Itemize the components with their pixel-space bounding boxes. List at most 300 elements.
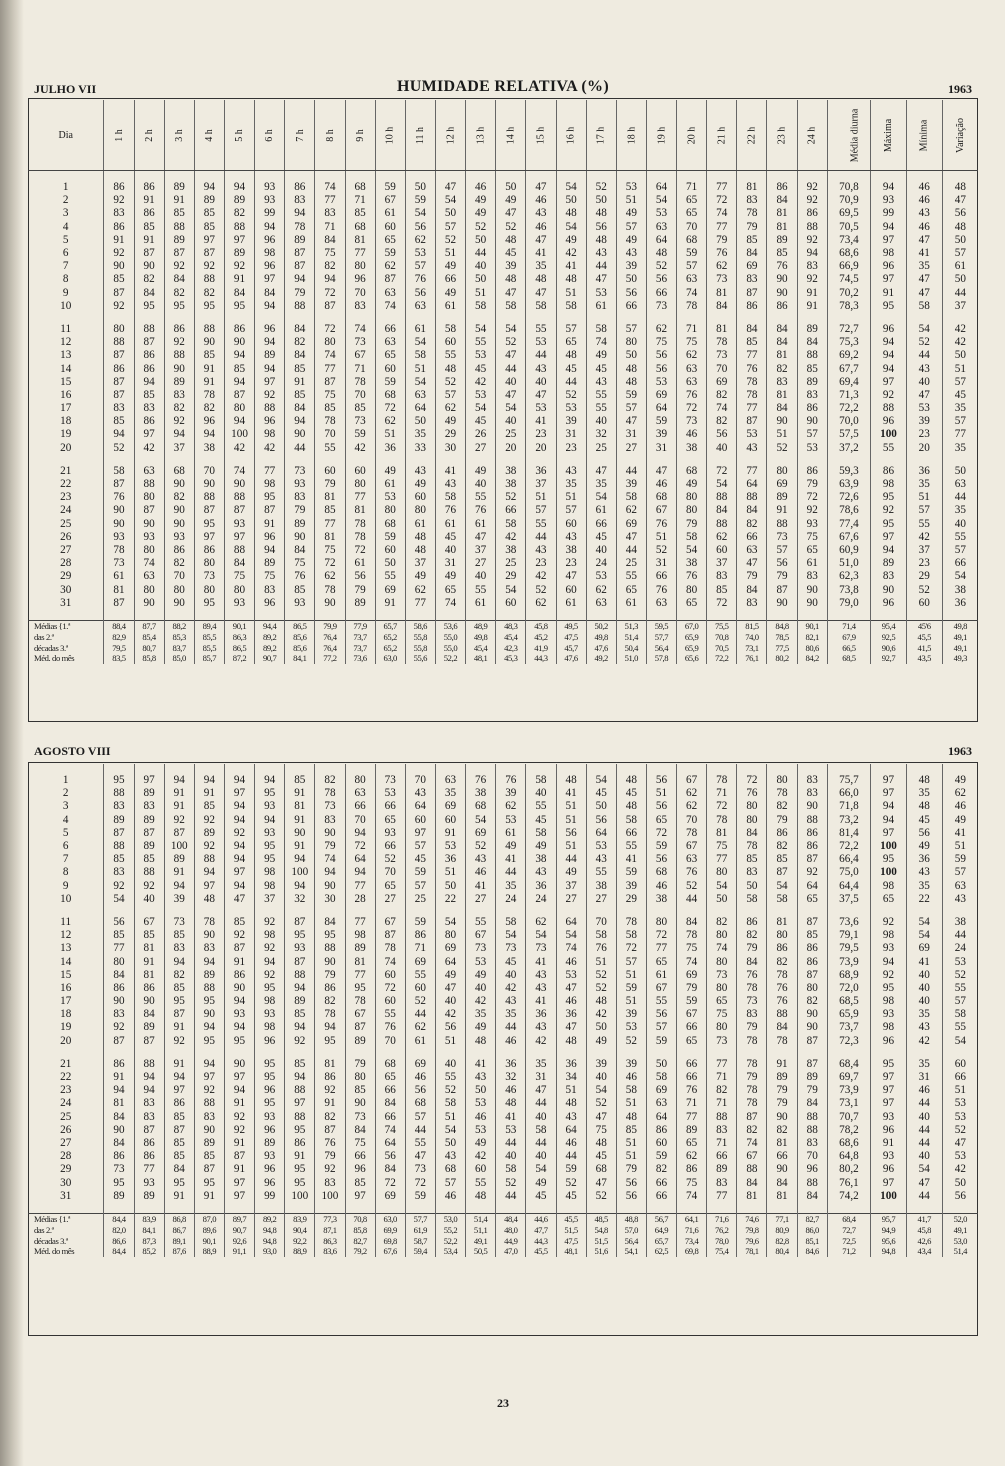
value-cell: 48: [586, 1137, 616, 1150]
value-cell: 77: [134, 1163, 164, 1176]
value-cell: 93: [255, 181, 285, 194]
value-cell: 67: [677, 774, 707, 787]
summary-value: 79,9: [315, 620, 345, 631]
value-cell: 94: [285, 853, 315, 866]
value-cell: 53: [586, 570, 616, 583]
value-cell: 66: [767, 1150, 797, 1163]
value-cell: 64: [375, 1137, 405, 1150]
value-cell: 54: [496, 402, 526, 415]
value-cell: 59: [405, 916, 435, 929]
value-cell: 72: [315, 557, 345, 570]
value-cell: 90: [164, 504, 194, 517]
value-cell: 57: [435, 221, 465, 234]
value-cell: 53: [466, 1124, 496, 1137]
value-cell: 87: [224, 504, 254, 517]
value-cell: 93: [871, 1008, 907, 1021]
value-cell: 65: [677, 597, 707, 610]
value-cell: 35: [942, 442, 978, 455]
value-cell: 89: [224, 194, 254, 207]
day-cell: 24: [60, 504, 72, 517]
value-cell: 63: [677, 273, 707, 286]
value-cell: 56: [616, 1190, 646, 1203]
value-cell: 78: [315, 1008, 345, 1021]
value-cell: 84: [797, 336, 827, 349]
value-cell: 47: [435, 982, 465, 995]
value-cell: 98: [345, 929, 375, 942]
value-cell: 62: [496, 800, 526, 813]
august-header-line: [28, 740, 978, 762]
value-cell: 68: [646, 491, 676, 504]
summary-value: 44,6: [526, 1213, 556, 1224]
value-cell: 70: [345, 814, 375, 827]
summary-value: 62,5: [646, 1246, 676, 1257]
value-cell: 66: [496, 504, 526, 517]
value-cell: 40: [942, 518, 978, 531]
value-cell: 97: [224, 1176, 254, 1189]
value-cell: 69: [767, 478, 797, 491]
value-cell: 58: [906, 300, 942, 313]
value-cell: 61: [405, 1035, 435, 1048]
value-cell: 58: [526, 827, 556, 840]
value-cell: 44: [496, 1190, 526, 1203]
value-cell: 41: [942, 827, 978, 840]
table-row: [28, 247, 978, 260]
value-cell: 77: [942, 428, 978, 441]
day-cell: 3: [62, 207, 69, 220]
value-cell: 84: [104, 969, 134, 982]
value-cell: 48: [616, 774, 646, 787]
value-cell: 87: [285, 955, 315, 968]
value-cell: 92: [164, 260, 194, 273]
value-cell: 59: [405, 194, 435, 207]
value-cell: 55: [942, 982, 978, 995]
value-cell: 63: [134, 465, 164, 478]
value-cell: 77: [345, 491, 375, 504]
summary-value: 71,4: [827, 620, 870, 631]
value-cell: 55: [466, 916, 496, 929]
value-cell: 89: [164, 234, 194, 247]
value-cell: 76: [586, 942, 616, 955]
value-cell: 56: [616, 1176, 646, 1189]
value-cell: 38: [526, 853, 556, 866]
value-cell: 96: [345, 1163, 375, 1176]
value-cell: 44: [405, 1124, 435, 1137]
value-cell: 23: [526, 428, 556, 441]
summary-value: 85,7: [194, 653, 224, 664]
table-row: [28, 491, 978, 504]
value-cell: 32: [496, 1071, 526, 1084]
value-cell: 83: [134, 1097, 164, 1110]
value-cell: 85: [737, 234, 767, 247]
value-cell: 35: [906, 1008, 942, 1021]
value-cell: 43: [586, 376, 616, 389]
value-cell: 80: [345, 260, 375, 273]
value-cell: 53: [375, 787, 405, 800]
value-cell: 40: [526, 787, 556, 800]
value-cell: 50: [466, 273, 496, 286]
value-cell: 43: [526, 969, 556, 982]
value-cell: 90: [871, 583, 907, 596]
value-cell: 89: [767, 234, 797, 247]
day-cell: 6: [62, 247, 69, 260]
value-cell: 80: [315, 336, 345, 349]
value-cell: 43: [466, 853, 496, 866]
value-cell: 90: [164, 478, 194, 491]
value-cell: 58: [466, 300, 496, 313]
value-cell: 51: [616, 1150, 646, 1163]
value-cell: 78: [677, 929, 707, 942]
column-header-label: 16 h: [565, 126, 577, 144]
value-cell: 40: [586, 1071, 616, 1084]
value-cell: 71: [405, 942, 435, 955]
value-cell: 35: [942, 504, 978, 517]
value-cell: 87: [737, 1111, 767, 1124]
value-cell: 55: [375, 570, 405, 583]
value-cell: 63: [375, 287, 405, 300]
value-cell: 91: [194, 376, 224, 389]
value-cell: 91: [104, 1071, 134, 1084]
value-cell: 49: [526, 1176, 556, 1189]
summary-row: [28, 1225, 978, 1236]
value-cell: 83: [345, 300, 375, 313]
value-cell: 81,4: [827, 827, 870, 840]
value-cell: 25: [496, 428, 526, 441]
value-cell: 95: [255, 491, 285, 504]
value-cell: 36: [556, 1008, 586, 1021]
value-cell: 89: [345, 597, 375, 610]
value-cell: 85: [285, 389, 315, 402]
value-cell: 76: [466, 504, 496, 517]
value-cell: 45: [586, 1150, 616, 1163]
summary-value: 53,6: [435, 620, 465, 631]
summary-value: 89,2: [255, 632, 285, 643]
value-cell: 72: [646, 929, 676, 942]
value-cell: 59: [677, 995, 707, 1008]
value-cell: 85: [345, 402, 375, 415]
value-cell: 52: [375, 853, 405, 866]
value-cell: 40: [496, 969, 526, 982]
value-cell: 57,5: [827, 428, 870, 441]
value-cell: 94: [871, 336, 907, 349]
value-cell: 89: [134, 787, 164, 800]
value-cell: 55: [405, 969, 435, 982]
value-cell: 87: [104, 376, 134, 389]
value-cell: 58: [737, 893, 767, 906]
summary-value: 64,1: [677, 1213, 707, 1224]
value-cell: 42: [466, 995, 496, 1008]
value-cell: 53: [466, 349, 496, 362]
value-cell: 50: [435, 880, 465, 893]
value-cell: 88: [797, 1124, 827, 1137]
value-cell: 82: [737, 518, 767, 531]
value-cell: 61: [466, 597, 496, 610]
value-cell: 66: [646, 287, 676, 300]
value-cell: 94: [797, 247, 827, 260]
value-cell: 46: [646, 478, 676, 491]
day-cell: 14: [60, 362, 72, 375]
value-cell: 49: [526, 840, 556, 853]
value-cell: 94: [285, 982, 315, 995]
value-cell: 43: [586, 853, 616, 866]
value-cell: 38: [496, 478, 526, 491]
summary-value: 77,5: [767, 642, 797, 653]
value-cell: 96: [255, 1124, 285, 1137]
value-cell: 88: [224, 544, 254, 557]
value-cell: 71: [315, 221, 345, 234]
value-cell: 92: [164, 336, 194, 349]
summary-value: 87,3: [134, 1235, 164, 1246]
value-cell: 48: [556, 349, 586, 362]
value-cell: 87: [224, 389, 254, 402]
value-cell: 52: [906, 336, 942, 349]
value-cell: 63: [677, 853, 707, 866]
day-cell: 16: [60, 981, 72, 994]
value-cell: 75,0: [827, 866, 870, 879]
summary-value: 85,5: [194, 632, 224, 643]
value-cell: 47: [906, 273, 942, 286]
value-cell: 35: [556, 478, 586, 491]
value-cell: 54: [942, 570, 978, 583]
value-cell: 88: [194, 982, 224, 995]
value-cell: 84: [737, 583, 767, 596]
value-cell: 53: [942, 955, 978, 968]
value-cell: 80: [677, 504, 707, 517]
value-cell: 56: [375, 1150, 405, 1163]
value-cell: 85: [164, 1150, 194, 1163]
value-cell: 25: [616, 557, 646, 570]
summary-value: 74,0: [737, 632, 767, 643]
value-cell: 93: [871, 1150, 907, 1163]
value-cell: 72: [707, 800, 737, 813]
value-cell: 85: [164, 207, 194, 220]
value-cell: 35: [526, 1058, 556, 1071]
value-cell: 86: [104, 362, 134, 375]
value-cell: 64: [646, 1111, 676, 1124]
summary-value: 58,7: [405, 1235, 435, 1246]
value-cell: 47: [586, 273, 616, 286]
value-cell: 94: [871, 800, 907, 813]
value-cell: 94: [255, 955, 285, 968]
value-cell: 87: [134, 336, 164, 349]
value-cell: 87: [164, 1008, 194, 1021]
value-cell: 72: [707, 194, 737, 207]
value-cell: 92: [224, 260, 254, 273]
summary-value: 94,8: [255, 1225, 285, 1236]
value-cell: 81: [285, 800, 315, 813]
value-cell: 95: [315, 1035, 345, 1048]
value-cell: 72: [707, 465, 737, 478]
value-cell: 87: [285, 916, 315, 929]
value-cell: 90: [285, 428, 315, 441]
value-cell: 89: [871, 557, 907, 570]
value-cell: 68: [586, 1163, 616, 1176]
value-cell: 94: [134, 376, 164, 389]
value-cell: 38: [556, 544, 586, 557]
summary-label: Médias {1.ª: [28, 1213, 104, 1224]
value-cell: 83: [797, 260, 827, 273]
value-cell: 73,7: [827, 1021, 870, 1034]
summary-row: [28, 1246, 978, 1257]
value-cell: 39: [616, 1008, 646, 1021]
value-cell: 50: [466, 234, 496, 247]
value-cell: 92: [797, 273, 827, 286]
value-cell: 51: [942, 1084, 978, 1097]
value-cell: 86: [224, 969, 254, 982]
value-cell: 75: [797, 531, 827, 544]
summary-label: Médias {1.ª: [28, 620, 104, 631]
value-cell: 77: [315, 362, 345, 375]
summary-value: 42,3: [496, 642, 526, 653]
value-cell: 86: [315, 982, 345, 995]
value-cell: 74: [375, 1124, 405, 1137]
day-cell: 2: [62, 194, 69, 207]
column-header: [707, 100, 737, 171]
value-cell: 92: [194, 840, 224, 853]
value-cell: 28: [345, 893, 375, 906]
day-cell: 6: [62, 840, 69, 853]
value-cell: 46: [906, 1084, 942, 1097]
value-cell: 35: [586, 478, 616, 491]
value-cell: 55: [405, 1137, 435, 1150]
value-cell: 89: [285, 995, 315, 1008]
value-cell: 50: [942, 273, 978, 286]
value-cell: 41: [526, 415, 556, 428]
value-cell: 47: [556, 982, 586, 995]
value-cell: 81: [767, 207, 797, 220]
value-cell: 87: [194, 247, 224, 260]
value-cell: 86: [797, 207, 827, 220]
value-cell: 88: [737, 1163, 767, 1176]
value-cell: 97: [224, 866, 254, 879]
value-cell: 31: [646, 557, 676, 570]
value-cell: 54: [466, 323, 496, 336]
value-cell: 62: [707, 531, 737, 544]
value-cell: 67: [375, 916, 405, 929]
value-cell: 65: [435, 583, 465, 596]
value-cell: 88: [285, 1084, 315, 1097]
value-cell: 53: [435, 840, 465, 853]
value-cell: 79: [285, 504, 315, 517]
summary-value: 48,0: [496, 1225, 526, 1236]
value-cell: 44: [526, 1137, 556, 1150]
value-cell: 38: [466, 787, 496, 800]
value-cell: 57: [616, 955, 646, 968]
value-cell: 68: [677, 465, 707, 478]
value-cell: 43: [526, 982, 556, 995]
value-cell: 86: [134, 349, 164, 362]
value-cell: 79: [767, 1084, 797, 1097]
value-cell: 57: [942, 544, 978, 557]
value-cell: 83: [194, 942, 224, 955]
value-cell: 80: [405, 504, 435, 517]
value-cell: 97: [871, 774, 907, 787]
value-cell: 35: [496, 1008, 526, 1021]
summary-value: 86,3: [224, 632, 254, 643]
value-cell: 70: [797, 1150, 827, 1163]
value-cell: 94: [285, 880, 315, 893]
value-cell: 60: [375, 969, 405, 982]
value-cell: 72: [315, 287, 345, 300]
day-cell: 19: [60, 428, 72, 441]
value-cell: 92: [104, 247, 134, 260]
value-cell: 87: [224, 942, 254, 955]
summary-value: 92,7: [871, 653, 907, 664]
value-cell: 100: [871, 840, 907, 853]
summary-value: 92,5: [871, 632, 907, 643]
value-cell: 42: [586, 1008, 616, 1021]
value-cell: 49: [466, 207, 496, 220]
summary-value: 44,3: [526, 653, 556, 664]
summary-value: 93,0: [255, 1246, 285, 1257]
value-cell: 36: [906, 853, 942, 866]
value-cell: 77: [104, 942, 134, 955]
value-cell: 88: [797, 814, 827, 827]
value-cell: 52: [586, 982, 616, 995]
value-cell: 88: [285, 969, 315, 982]
day-cell: 19: [60, 1021, 72, 1034]
value-cell: 54: [906, 916, 942, 929]
value-cell: 79,1: [827, 929, 870, 942]
summary-value: 51,6: [586, 1246, 616, 1257]
value-cell: 42: [526, 1035, 556, 1048]
value-cell: 89: [164, 853, 194, 866]
value-cell: 95: [255, 787, 285, 800]
value-cell: 95: [285, 929, 315, 942]
value-cell: 46: [435, 1190, 465, 1203]
value-cell: 53: [646, 376, 676, 389]
table-row: [28, 402, 978, 415]
summary-value: 78,1: [737, 1246, 767, 1257]
table-row: [28, 929, 978, 942]
summary-value: 84,6: [797, 1246, 827, 1257]
value-cell: 54: [586, 491, 616, 504]
summary-value: 56,4: [616, 1235, 646, 1246]
summary-value: 88,9: [194, 1246, 224, 1257]
value-cell: 62: [375, 415, 405, 428]
value-cell: 70,2: [827, 287, 870, 300]
value-cell: 78: [767, 1035, 797, 1048]
value-cell: 61: [616, 597, 646, 610]
value-cell: 73: [104, 1163, 134, 1176]
value-cell: 60: [466, 1163, 496, 1176]
summary-value: 90,4: [285, 1225, 315, 1236]
summary-value: 66,5: [827, 642, 870, 653]
value-cell: 76: [646, 518, 676, 531]
value-cell: 37: [556, 880, 586, 893]
value-cell: 40: [466, 982, 496, 995]
value-cell: 68: [375, 518, 405, 531]
value-cell: 53: [526, 336, 556, 349]
value-cell: 92: [194, 814, 224, 827]
value-cell: 68: [345, 221, 375, 234]
july-column-headers: [28, 100, 978, 171]
summary-value: 85,8: [134, 653, 164, 664]
summary-value: 76,4: [315, 632, 345, 643]
value-cell: 85: [194, 1150, 224, 1163]
value-cell: 65: [677, 1035, 707, 1048]
value-cell: 91: [767, 504, 797, 517]
day-cell: 31: [60, 1189, 72, 1202]
value-cell: 94: [194, 955, 224, 968]
value-cell: 87: [224, 1150, 254, 1163]
value-cell: 75,3: [827, 336, 870, 349]
value-cell: 49: [906, 840, 942, 853]
value-cell: 27: [556, 893, 586, 906]
value-cell: 66: [375, 323, 405, 336]
value-cell: 83: [737, 597, 767, 610]
summary-value: 51,5: [556, 1225, 586, 1236]
value-cell: 69: [906, 942, 942, 955]
